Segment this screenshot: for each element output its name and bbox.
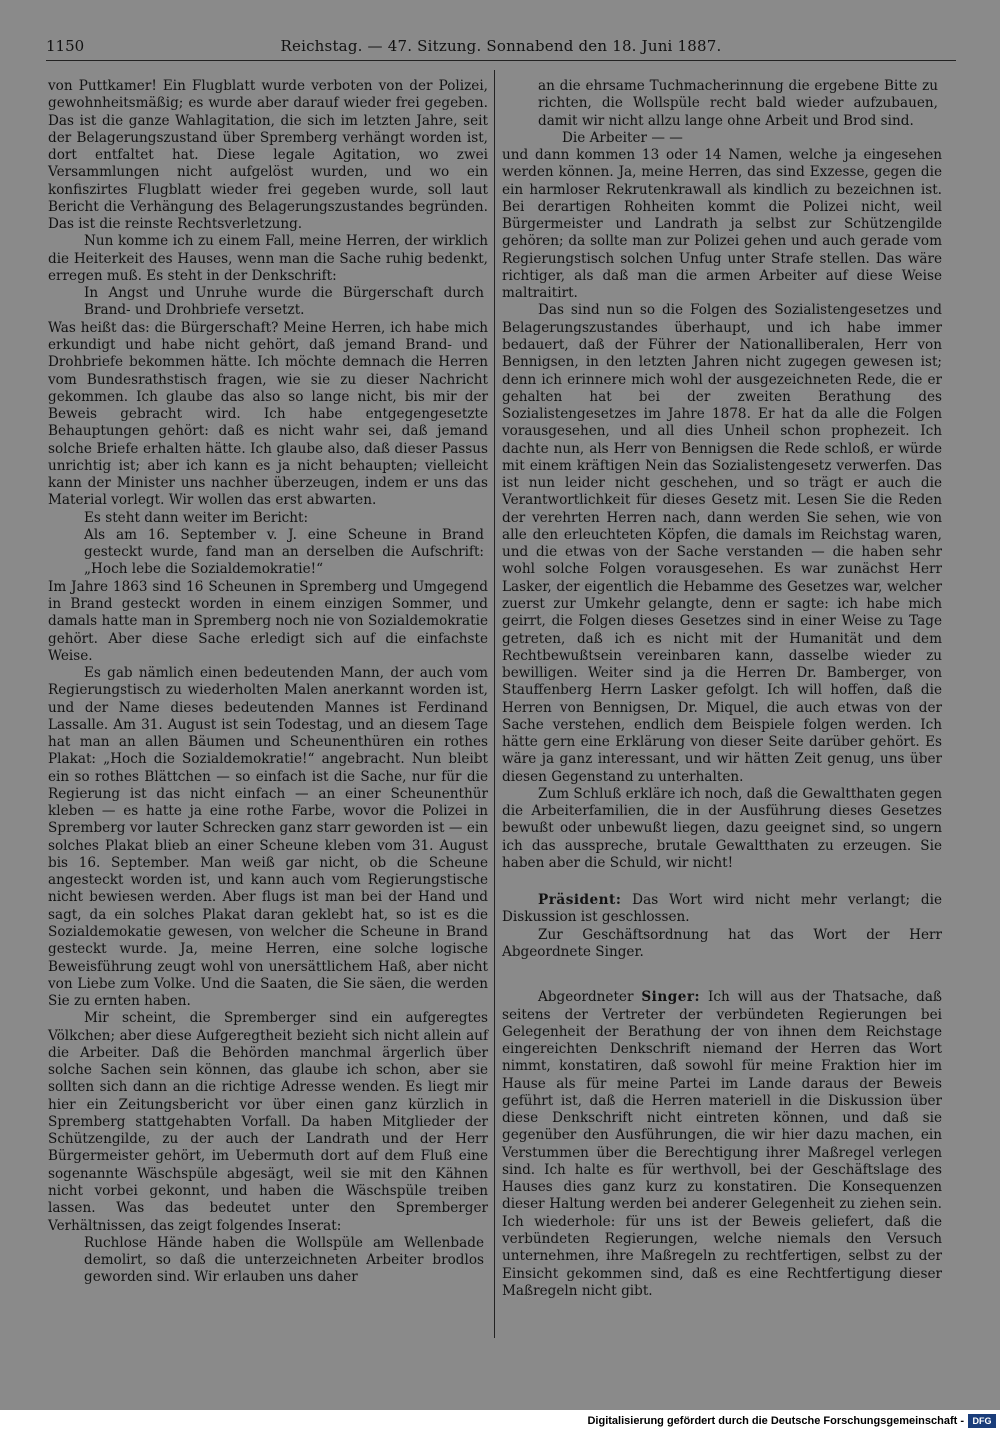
- paragraph: Zur Geschäftsordnung hat das Wort der Herr Abgeordnete Singer.: [502, 926, 942, 961]
- quotation-signature: Die Arbeiter — —: [562, 129, 683, 146]
- footer-credit: Digitalisierung gefördert durch die Deutsche Forschungsgemeinschaft -: [587, 1415, 964, 1427]
- statement-text: Das Wort wird nicht mehr verlangt; die Diskussion ist geschlossen.: [502, 892, 942, 926]
- column-divider: [494, 70, 495, 1338]
- paragraph: Es gab nämlich einen bedeutenden Mann, der auch vom Regierungstisch zu wiederholten Malen anerkannt worden ist, und der Name dieses bedeutenden Mannes ist Ferdinand Lassalle. Am 31. August ist sein Todestag, und an diesem Tage hat man an allen Bäumen und Scheunenthüren ein rothes Plakat: „Hoch die Sozialdemokratie!“ angebracht. Nun bleibt ein so rothes Blättchen — so einfach ist die Sache, nur für die Regierung ist das nicht einfach — an einer Scheunenthür kleben — es hatte ja eine rothe Farbe, wovor die Polizei in Spremberg vor lauter Schrecken ganz starr geworden ist — ein solches Plakat blieb an einer Scheune kleben vom 31. August bis 16. September. Man weiß gar nicht, ob die Scheune angesteckt worden ist, und kann auch vom Regierungstische nicht bewiesen werden. Aber flugs ist man bei der Hand und sagt, da ein solches Plakat daran geklebt hat, so ist es die Sozialdemokatie gewesen, von welcher die Scheune in Brand gesteckt wurde. Ja, meine Herren, eine solche logische Beweisführung zeugt wohl von unersättlichem Haß, aber nicht von Liebe zum Volke. Und die Saaten, die Sie säen, die werden Sie zu ernten haben.: [48, 665, 488, 1010]
- paragraph: Nun komme ich zu einem Fall, meine Herren, der wirklich die Heiterkeit des Hauses, wenn man die Sache ruhig bedenkt, erregen muß. Es steht in der Denkschrift:: [48, 233, 488, 284]
- speaker-prefix: Abgeordneter: [538, 989, 642, 1006]
- speaker-name: Präsident:: [538, 892, 622, 909]
- quotation: an die ehrsame Tuchmacherinnung die ergebene Bitte zu richten, die Wollspüle recht bald wieder aufzubauen, damit wir nicht allzu lange ohne Arbeit und Brod sind.: [538, 78, 938, 129]
- paragraph: Zum Schluß erkläre ich noch, daß die Gewaltthaten gegen die Arbeiterfamilien, die in der Ausführung dieses Gesetzes bewußt oder unbewußt liegen, dazu geeignet sind, so ungern ich das ausspreche, brutale Gewaltthaten zu erzeugen. Sie haben aber die Schuld, wir nicht!: [502, 785, 942, 871]
- spacer: [502, 872, 942, 892]
- left-column: [48, 78, 488, 1287]
- paragraph: Im Jahre 1863 sind 16 Scheunen in Spremberg und Umgegend in Brand gesteckt worden in einem einzigen Sommer, und damals hatte man in Spremberg noch nie von Sozialdemokratie gehört. Aber diese Sache erledigt sich auf die einfachste Weise.: [48, 578, 488, 664]
- spacer: [502, 961, 942, 989]
- president-statement: [502, 892, 942, 927]
- paragraph: Es steht dann weiter im Bericht:: [84, 509, 309, 526]
- speaker-name: Singer:: [641, 989, 701, 1006]
- page-title: Reichstag. — 47. Sitzung. Sonnabend den 18. Juni 1887.: [280, 37, 722, 55]
- dfg-logo: DFG: [968, 1414, 996, 1428]
- paragraph: Das sind nun so die Folgen des Sozialistengesetzes und Belagerungszustandes überhaupt, und ich habe immer bedauert, daß der Führer der Nationalliberalen, Herr von Bennigsen, in den letzten Jahren nicht zugegen gewesen ist; denn ich erinnere mich wohl der ausgezeichneten Rede, die er gehalten hat bei der zweiten Berathung des Sozialistengesetzes im Jahre 1878. Er hat da alle die Folgen vorausgesehen, und all dies Unheil schon prophezeit. Ich dachte nun, als Herr von Bennigsen die Rede schloß, er würde mit einem kräftigen Nein das Sozialistengesetz verwerfen. Das ist nun leider nicht geschehen, und so trägt er auch die Verantwortlichkeit für dieses Gesetz mit. Lesen Sie die Reden der verehrten Herren nach, dann werden Sie sehen, wie von alle den erleuchteten Köpfen, die damals im Reichstag waren, und die etwas von der Sache verstanden — die haben sehr wohl solche Folgen vorausgesehen. Es war zunächst Herr Lasker, der eigentlich die Hebamme des Gesetzes war, welcher zuerst zur Umkehr gelangte, denn er sagte: ich habe mich geirrt, die Folgen dieses Gesetzes sind in einer Weise zu Tage getreten, daß ich es nicht mit der Humanität und dem Rechtbewußtsein vereinbaren kann, dasselbe wieder zu bewilligen. Weiter sind ja die Herren Dr. Bamberger, von Stauffenberg Herrn Lasker gefolgt. Ich will hoffen, daß die Herren von Bennigsen, Dr. Miquel, die auch etwas von der Sache verstehen, endlich dem Beispiele folgen werden. Ich hätte gern eine Erklärung von dieser Seite darüber gehört. Es wäre ja ganz interessant, und wir hätten Zeit genug, uns über diesen Gegenstand zu unterhalten.: [502, 302, 942, 785]
- paragraph: Mir scheint, die Spremberger sind ein aufgeregtes Völkchen; aber diese Aufgeregtheit bezieht sich nicht allein auf die Arbeiter. Daß die Behörden manchmal ärgerlich über solche Sachen sein können, das glaube ich schon, aber sie sollten sich dann an die richtige Adresse wenden. Es liegt mir hier ein Zeitungsbericht vor über einen ganz kürzlich in Spremberg stattgehabten Vorfall. Da haben Mitglieder der Schützengilde, zu der auch der Landrath und der Herr Bürgermeister gehört, im Uebermuth dort auf dem Fluß eine sogenannte Wäschspüle abgesägt, weil sie mit den Kähnen nicht vorbei gekonnt, und haben die Wäschspüle treiben lassen. Was das bedeutet unter den Spremberger Verhältnissen, das zeigt folgendes Inserat:: [48, 1010, 488, 1234]
- page-header: [46, 34, 956, 58]
- quotation: Als am 16. September v. J. eine Scheune in Brand gesteckt wurde, fand man an derselben die Aufschrift: „Hoch lebe die Sozialdemokratie!“: [84, 526, 484, 578]
- footer-bar: [0, 1410, 1000, 1432]
- singer-statement: [502, 989, 942, 1300]
- page-number: 1150: [46, 37, 85, 55]
- header-rule: [46, 60, 956, 61]
- paragraph: Was heißt das: die Bürgerschaft? Meine Herren, ich habe mich erkundigt und habe nicht gehört, daß jemand Brand- und Drohbriefe bekommen hätte. Ich möchte demnach die Herren vom Bundesrathstisch fragen, wie sie zu dieser Nachricht gekommen. Ich glaube das also so lange nicht, bis mir der Beweis gebracht wird. Ich habe entgegengesetzte Behauptungen gehört: daß es nicht wahr sei, daß jemand solche Briefe erhalten hätte. Ich glaube also, daß dieser Passus unrichtig ist; aber ich kann es ja nicht behaupten; vielleicht kann der Minister uns nachher überzeugen, indem er uns das Material vorlegt. Wir wollen das erst abwarten.: [48, 319, 488, 509]
- paragraph: und dann kommen 13 oder 14 Namen, welche ja eingesehen werden können. Ja, meine Herren, das sind Exzesse, gegen die ein harmloser Rekrutenkrawall als kindlich zu bezeichnen ist. Bei derartigen Rohheiten kommt die Polizei nicht, weil Bürgermeister und Landrath ja selbst zur Schützengilde gehören; da sollte man zur Polizei gehen und auch gerade vom Regierungstisch solchen Unfug unter Strafe stellen. Das wäre richtiger, als daß man die armen Arbeiter auf diese Weise maltraitirt.: [502, 147, 942, 302]
- quotation: In Angst und Unruhe wurde die Bürgerschaft durch Brand- und Drohbriefe versetzt.: [84, 285, 484, 319]
- paragraph: von Puttkamer! Ein Flugblatt wurde verboten von der Polizei, gewohnheitsmäßig; es wurde aber darauf wieder frei gegeben. Das ist die ganze Wahlagitation, die sich im letzten Jahre, seit der Belagerungszustand über Spremberg verhängt worden ist, dort entfaltet hat. Diese legale Agitation, wo zwei Versammlungen nicht aufgelöst wurden, und wo ein konfiszirtes Flugblatt wieder frei gegeben wurde, soll laut Bericht die Verhängung des Belagerungszustandes begründen. Das ist die reinste Rechtsverletzung.: [48, 78, 488, 233]
- quotation: Ruchlose Hände haben die Wollspüle am Wellenbade demolirt, so daß die unterzeichneten Arbeiter brodlos geworden sind. Wir erlauben uns daher: [84, 1234, 484, 1286]
- statement-text: Ich will aus der Thatsache, daß seitens der Vertreter der verbündeten Regierungen bei Gelegenheit der Berathung der von ihnen dem Reichstage eingereichten Denkschrift niemand der Herren das Wort nimmt, konstatiren, daß sowohl für meine Fraktion hier im Hause als für meine Partei im Lande daraus der Beweis geführt ist, daß die Herren materiell in die Diskussion über diese Denkschrift nicht eintreten können, und daß sie gegenüber den Ausführungen, die wir hier dazu machen, ein Verstummen über die Berechtigung ihrer Maßregel verlegen sind. Ich halte es für werthvoll, bei der Geschäftslage des Hauses dies ganz kurz zu konstatiren. Die Konsequenzen dieser Haltung werden bei anderer Gelegenheit zu ziehen sein. Ich wiederhole: für uns ist der Beweis geliefert, daß die verbündeten Regierungen, welche niemals den Versuch unternehmen, ihre Maßregeln zu rechtfertigen, selbst zu der Einsicht gekommen sind, daß es eine Rechtfertigung dieser Maßregeln nicht gibt.: [502, 989, 943, 1299]
- right-column: [502, 78, 942, 1300]
